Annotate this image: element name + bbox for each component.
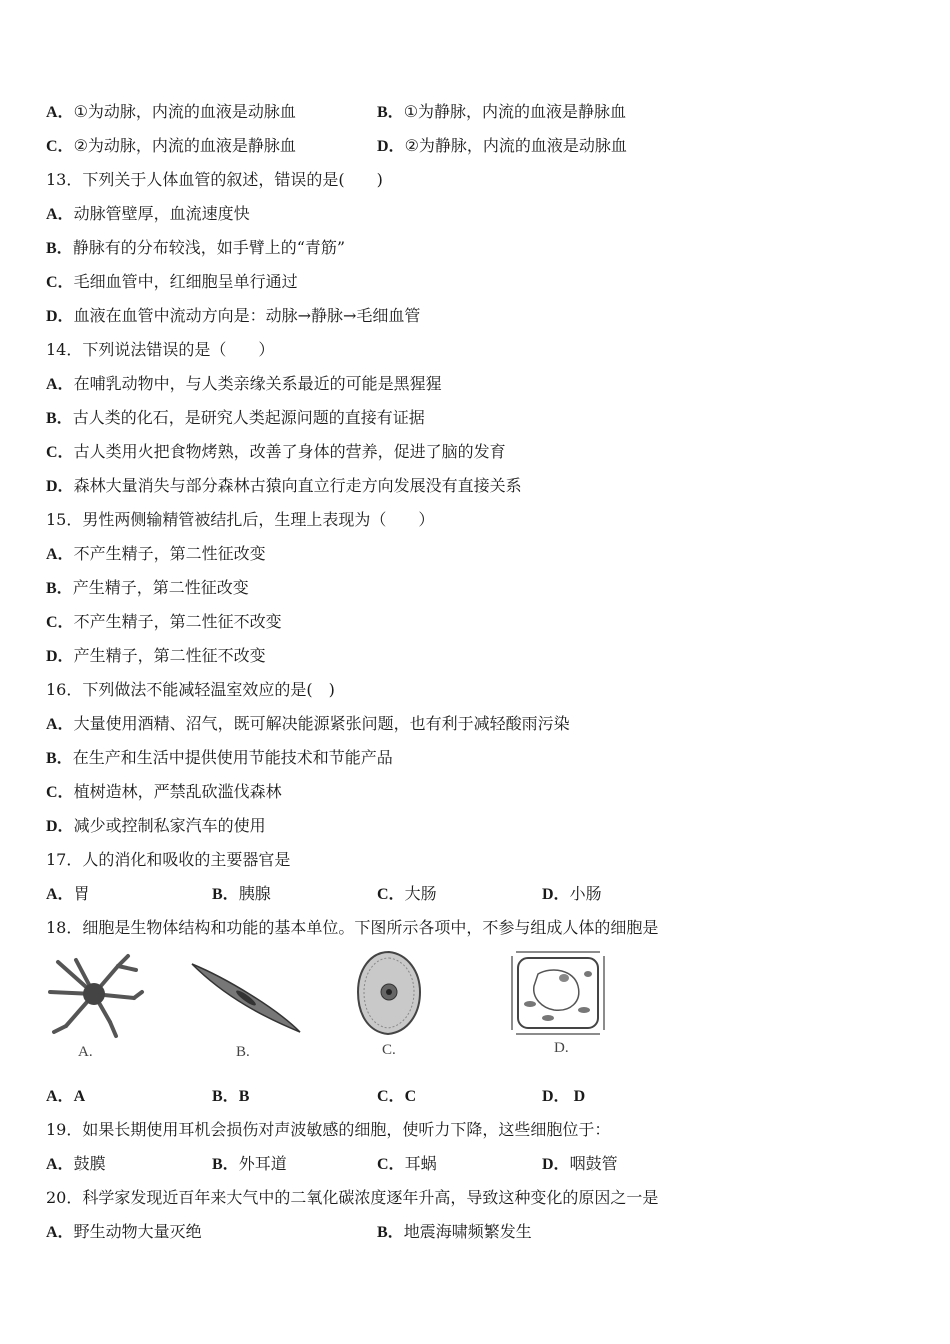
q17-option-b: B．胰腺	[212, 884, 271, 903]
q15-option-a: A．不产生精子，第二性征改变	[46, 544, 266, 563]
figure-caption-c: C.	[382, 1042, 396, 1058]
q15-stem: 15．男性两侧输精管被结扎后，生理上表现为（ ）	[46, 510, 435, 529]
q17-option-d: D．小肠	[542, 884, 602, 903]
q19-option-c: C．耳蜗	[377, 1154, 437, 1173]
q13-option-c: C．毛细血管中，红细胞呈单行通过	[46, 272, 298, 291]
q20-stem: 20．科学家发现近百年来大气中的二氧化碳浓度逐年升高，导致这种变化的原因之一是	[46, 1188, 659, 1207]
neuron-cell-figure	[46, 952, 146, 1042]
q16-option-a: A．大量使用酒精、沼气，既可解决能源紧张问题，也有利于减轻酸雨污染	[46, 714, 570, 733]
q12-option-a: A．①为动脉，内流的血液是动脉血	[46, 102, 296, 121]
q12-option-b: B．①为静脉，内流的血液是静脉血	[377, 102, 627, 121]
q19-option-b: B．外耳道	[212, 1154, 287, 1173]
q20-option-b: B．地震海啸频繁发生	[377, 1222, 532, 1241]
q16-stem: 16．下列做法不能减轻温室效应的是( )	[46, 680, 335, 699]
q18-stem: 18．细胞是生物体结构和功能的基本单位。下图所示各项中，不参与组成人体的细胞是	[46, 918, 659, 937]
q17-option-a: A．胃	[46, 884, 90, 903]
q14-option-c: C．古人类用火把食物烤熟，改善了身体的营养，促进了脑的发育	[46, 442, 506, 461]
q18-option-a: A．A	[46, 1088, 86, 1105]
smooth-muscle-cell-figure	[186, 958, 306, 1038]
q19-stem: 19．如果长期使用耳机会损伤对声波敏感的细胞，使听力下降，这些细胞位于：	[46, 1120, 611, 1139]
figure-caption-d: D.	[554, 1040, 569, 1056]
q15-option-b: B．产生精子，第二性征改变	[46, 578, 249, 597]
q18-option-b: B．B	[212, 1088, 250, 1105]
q16-option-b: B．在生产和生活中提供使用节能技术和节能产品	[46, 748, 393, 767]
q16-option-d: D．减少或控制私家汽车的使用	[46, 816, 266, 835]
q16-option-c: C．植树造林，严禁乱砍滥伐森林	[46, 782, 282, 801]
q15-option-c: C．不产生精子，第二性征不改变	[46, 612, 282, 631]
q19-option-a: A．鼓膜	[46, 1154, 106, 1173]
q20-option-a: A．野生动物大量灭绝	[46, 1222, 202, 1241]
q17-option-c: C．大肠	[377, 884, 437, 903]
q13-option-d: D．血液在血管中流动方向是：动脉→静脉→毛细血管	[46, 306, 421, 325]
q13-option-a: A．动脉管壁厚，血流速度快	[46, 204, 250, 223]
q19-option-d: D．咽鼓管	[542, 1154, 618, 1173]
q14-stem: 14．下列说法错误的是（ ）	[46, 340, 275, 359]
q18-option-d: D． D	[542, 1088, 586, 1105]
q14-option-a: A．在哺乳动物中，与人类亲缘关系最近的可能是黑猩猩	[46, 374, 442, 393]
q18-option-c: C．C	[377, 1088, 417, 1105]
figure-caption-b: B.	[236, 1044, 250, 1060]
q15-option-d: D．产生精子，第二性征不改变	[46, 646, 266, 665]
q14-option-b: B．古人类的化石，是研究人类起源问题的直接有证据	[46, 408, 425, 427]
q13-stem: 13．下列关于人体血管的叙述，错误的是( )	[46, 170, 383, 189]
round-cell-figure	[354, 950, 424, 1036]
figure-caption-a: A.	[78, 1044, 93, 1060]
q12-option-c: C．②为动脉，内流的血液是静脉血	[46, 136, 296, 155]
q13-option-b: B．静脉有的分布较浅，如手臂上的“青筋”	[46, 238, 346, 257]
plant-cell-figure	[508, 948, 608, 1038]
q14-option-d: D．森林大量消失与部分森林古猿向直立行走方向发展没有直接关系	[46, 476, 522, 495]
q17-stem: 17．人的消化和吸收的主要器官是	[46, 850, 291, 869]
q12-option-d: D．②为静脉，内流的血液是动脉血	[377, 136, 627, 155]
